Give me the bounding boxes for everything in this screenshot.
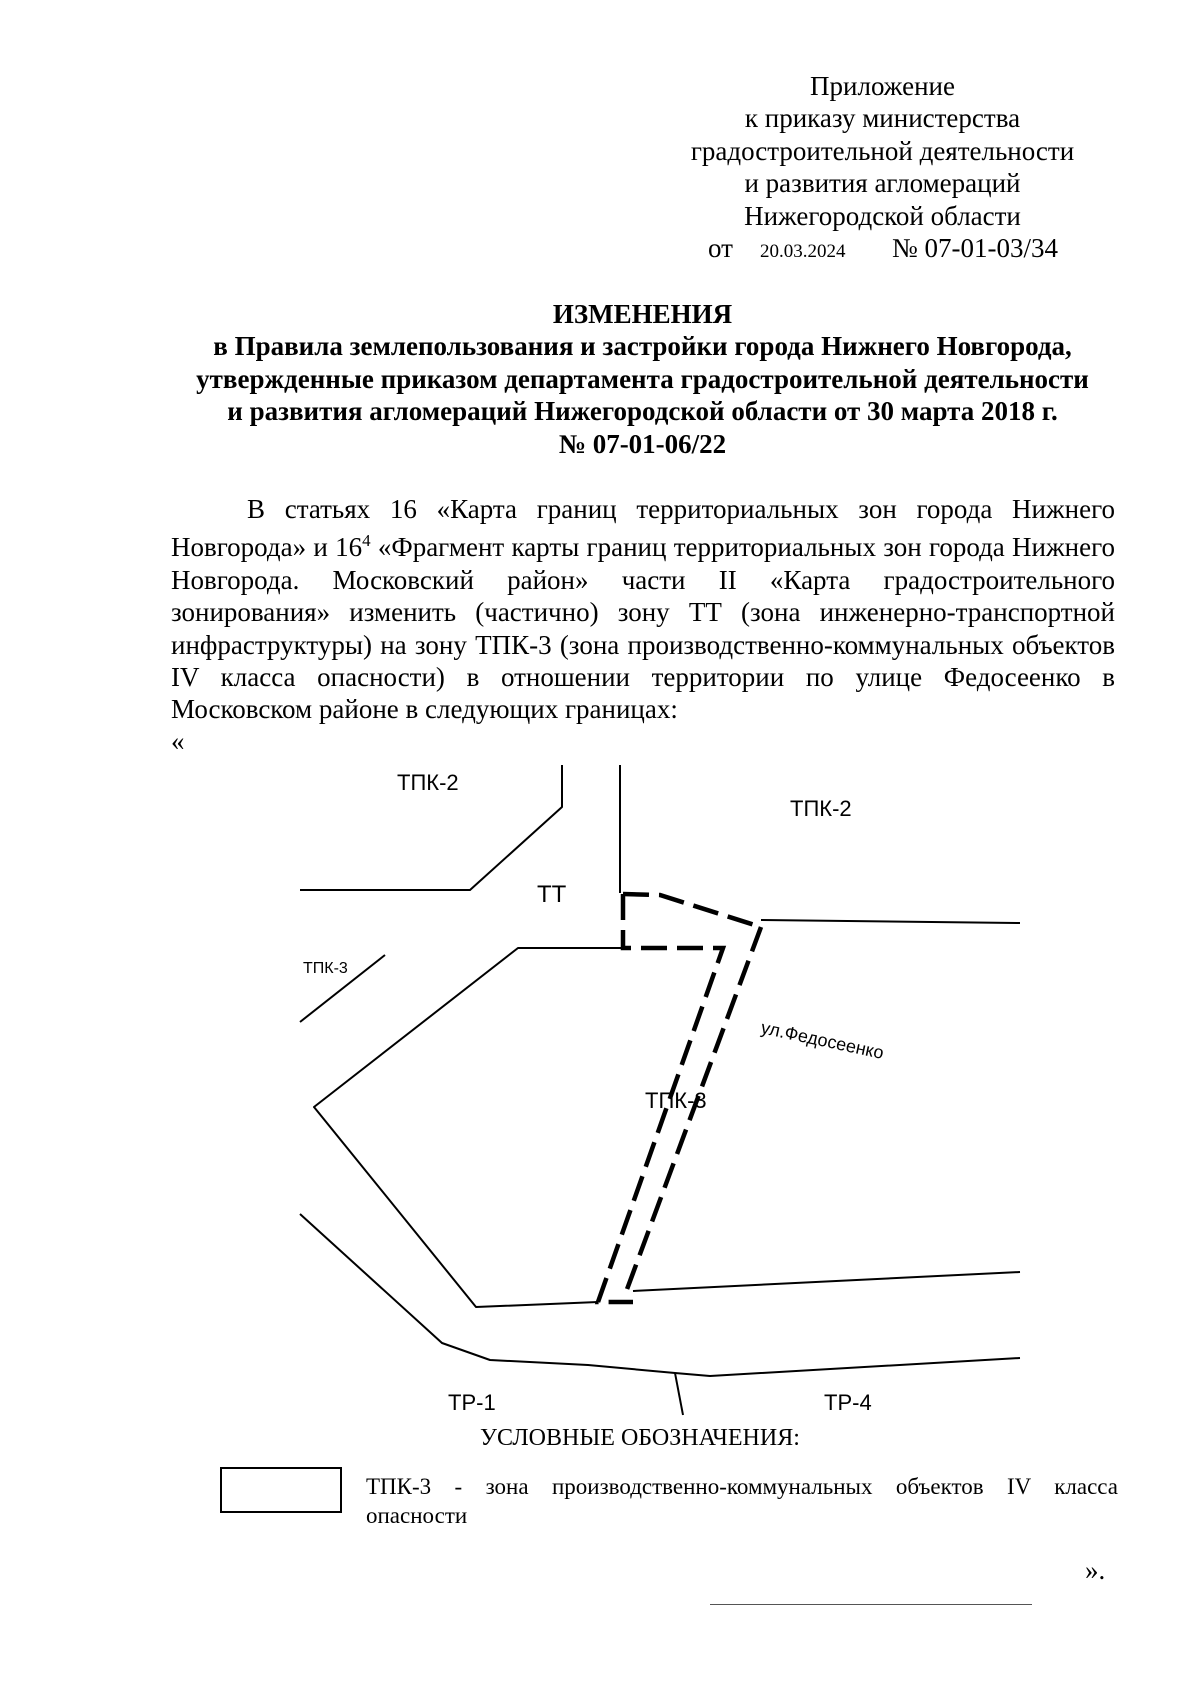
appendix-line: Приложение <box>810 71 955 101</box>
label-tpk3-small: ТПК-3 <box>303 960 348 977</box>
appendix-line: градостроительной деятельности <box>690 135 1075 166</box>
label-tpk2-left: ТПК-2 <box>397 770 459 795</box>
boundary-south <box>633 1272 1020 1291</box>
title-line: в Правила землепользования и застройки города Нижнего Новгорода, <box>213 331 1072 362</box>
order-number: № 07-01-03/34 <box>892 233 1058 264</box>
title-line: утвержденные приказом департамента градостроительной деятельности <box>196 363 1089 394</box>
dashed-boundary-north <box>623 894 761 927</box>
boundary-tr-divider <box>675 1373 683 1415</box>
label-tr1: ТР-1 <box>448 1390 496 1415</box>
bottom-divider <box>710 1604 1032 1605</box>
body-text-part1: В статьях 16 «Карта границ территориальных зон города Нижнего Новгорода» и 16 <box>171 494 1115 563</box>
title-heading: ИЗМЕНЕНИЯ <box>552 299 733 329</box>
opening-quote: « <box>171 726 185 756</box>
title-line: и развития агломераций Нижегородской области от 30 марта 2018 г. <box>227 396 1058 427</box>
legend-symbol-box <box>220 1467 342 1513</box>
appendix-line: и развития агломераций <box>744 168 1021 199</box>
boundary-road-south <box>300 1214 1020 1376</box>
body-superscript: 4 <box>362 531 371 551</box>
order-date: 20.03.2024 <box>760 241 846 263</box>
title-line: № 07-01-06/22 <box>558 428 727 459</box>
label-street: ул.Федосеенко <box>759 1017 886 1063</box>
appendix-line: к приказу министерства <box>744 103 1021 134</box>
appendix-line: Нижегородской области <box>744 200 1021 231</box>
boundary-tpk2-right <box>761 920 1020 923</box>
label-tt: ТТ <box>537 881 567 908</box>
legend-title: УСЛОВНЫЕ ОБОЗНАЧЕНИЯ: <box>480 1425 800 1451</box>
boundary-tpk3-main <box>314 948 623 1307</box>
date-prefix: от <box>708 233 733 264</box>
label-tr4: ТР-4 <box>824 1390 872 1415</box>
legend-item-text: ТПК-3 - зона производственно-коммунальных объектов IV класса опасности <box>366 1474 1118 1528</box>
body-text-part2: «Фрагмент карты границ территориальных зон города Нижнего Новгорода. Московский район» части II «Карта градостроительного зонирования» изменить (частично) зону ТТ (зона инженерно-транспортной инфраструктуры) на зону ТПК-3 (зона производственно-коммунальных объектов IV класса опасности) в отношении территории по улице Федосеенко в Московском районе в следующих границах: <box>171 532 1115 725</box>
closing-quote: ». <box>1085 1555 1106 1585</box>
label-tpk3-main: ТПК-3 <box>645 1088 707 1113</box>
label-tpk2-right: ТПК-2 <box>790 796 852 821</box>
